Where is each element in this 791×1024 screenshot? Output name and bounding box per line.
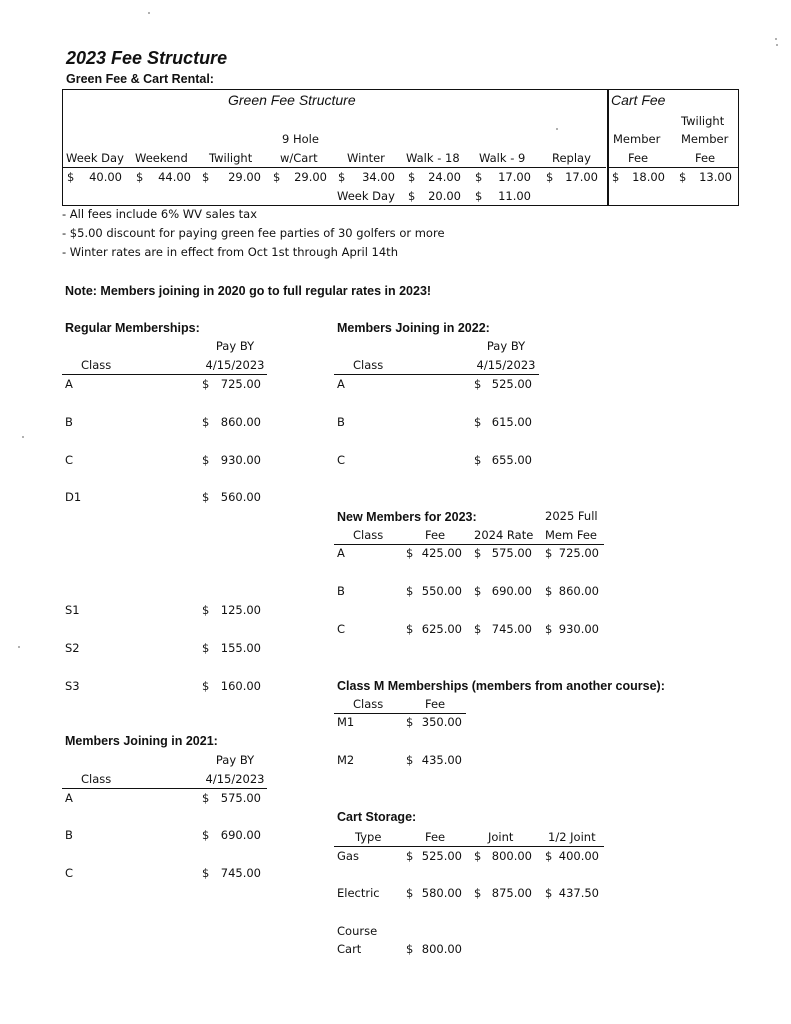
cart-type-label: Electric bbox=[337, 886, 380, 900]
course-cart-fee: 800.00 bbox=[421, 942, 462, 956]
header-weekend: Weekend bbox=[135, 151, 188, 165]
class-label: D1 bbox=[65, 490, 82, 504]
fee-twilight-member-cart: 13.00 bbox=[699, 170, 732, 184]
currency-sign: $ bbox=[406, 546, 414, 560]
currency-sign: $ bbox=[475, 170, 483, 184]
currency-sign: $ bbox=[406, 584, 414, 598]
currency-sign: $ bbox=[273, 170, 281, 184]
currency-sign: $ bbox=[474, 546, 482, 560]
winter-week-day-label: Week Day bbox=[337, 189, 395, 203]
header-underline bbox=[334, 374, 539, 375]
class-m-title: Class M Memberships (members from another course): bbox=[337, 679, 665, 693]
header-underline bbox=[334, 544, 604, 545]
scan-speck bbox=[556, 128, 558, 130]
fee-header: Fee bbox=[425, 528, 446, 542]
joint-header: Joint bbox=[488, 830, 514, 844]
scan-speck bbox=[776, 44, 778, 46]
membership-fee: 160.00 bbox=[220, 679, 261, 693]
cart-storage-title: Cart Storage: bbox=[337, 810, 417, 824]
currency-sign: $ bbox=[474, 886, 482, 900]
half-joint-header: 1/2 Joint bbox=[548, 830, 596, 844]
class-label: S2 bbox=[65, 641, 80, 655]
currency-sign: $ bbox=[545, 546, 553, 560]
cart-storage-joint: 800.00 bbox=[491, 849, 532, 863]
currency-sign: $ bbox=[545, 886, 553, 900]
rate-2024: 690.00 bbox=[491, 584, 532, 598]
currency-sign: $ bbox=[202, 866, 210, 880]
fee-winter: 34.00 bbox=[362, 170, 395, 184]
currency-sign: $ bbox=[408, 189, 416, 203]
currency-sign: $ bbox=[546, 170, 554, 184]
fee-walk-18-week-day: 20.00 bbox=[428, 189, 461, 203]
class-label: S1 bbox=[65, 603, 80, 617]
currency-sign: $ bbox=[408, 170, 416, 184]
section-subtitle: Green Fee & Cart Rental: bbox=[66, 72, 214, 86]
class-label: C bbox=[337, 622, 346, 636]
currency-sign: $ bbox=[406, 622, 414, 636]
header-2025-full: 2025 Full bbox=[545, 509, 598, 523]
class-header: Class bbox=[81, 358, 112, 372]
currency-sign: $ bbox=[406, 942, 414, 956]
header-twilight-member: Fee bbox=[695, 151, 716, 165]
note-line: - Winter rates are in effect from Oct 1st through April 14th bbox=[62, 245, 398, 259]
class-label: A bbox=[337, 546, 345, 560]
cart-storage-half-joint: 437.50 bbox=[558, 886, 599, 900]
membership-fee: 690.00 bbox=[220, 828, 261, 842]
fee-header: Fee bbox=[425, 697, 446, 711]
header-week-day: Week Day bbox=[66, 151, 124, 165]
cart-type-label: Gas bbox=[337, 849, 359, 863]
membership-fee: 725.00 bbox=[220, 377, 261, 391]
header-twilight-member: Member bbox=[681, 132, 729, 146]
currency-sign: $ bbox=[136, 170, 144, 184]
currency-sign: $ bbox=[202, 828, 210, 842]
class-label: B bbox=[337, 415, 345, 429]
currency-sign: $ bbox=[406, 886, 414, 900]
header-member-fee: Fee bbox=[628, 151, 649, 165]
header-underline bbox=[334, 846, 604, 847]
fee-week-day: 40.00 bbox=[89, 170, 122, 184]
currency-sign: $ bbox=[406, 753, 414, 767]
header-walk-9: Walk - 9 bbox=[479, 151, 526, 165]
currency-sign: $ bbox=[545, 584, 553, 598]
header-winter: Winter bbox=[347, 151, 385, 165]
class-label: M1 bbox=[337, 715, 355, 729]
class-label: M2 bbox=[337, 753, 355, 767]
header-replay: Replay bbox=[552, 151, 591, 165]
joined-2022-title: Members Joining in 2022: bbox=[337, 321, 490, 335]
fee-replay: 17.00 bbox=[565, 170, 598, 184]
pay-by-header: 4/15/2023 bbox=[205, 358, 265, 372]
joined-2021-title: Members Joining in 2021: bbox=[65, 734, 218, 748]
divider bbox=[608, 167, 739, 168]
pay-by-header: Pay BY bbox=[486, 339, 526, 353]
currency-sign: $ bbox=[202, 603, 210, 617]
cart-fee-heading: Cart Fee bbox=[611, 92, 666, 108]
membership-fee: 525.00 bbox=[491, 377, 532, 391]
scan-speck bbox=[148, 12, 150, 14]
currency-sign: $ bbox=[202, 490, 210, 504]
class-label: B bbox=[337, 584, 345, 598]
pay-by-header: Pay BY bbox=[215, 339, 255, 353]
currency-sign: $ bbox=[474, 584, 482, 598]
currency-sign: $ bbox=[338, 170, 346, 184]
divider bbox=[608, 90, 609, 205]
page-title: 2023 Fee Structure bbox=[66, 48, 228, 68]
currency-sign: $ bbox=[67, 170, 75, 184]
membership-fee: 575.00 bbox=[220, 791, 261, 805]
new-member-fee: 425.00 bbox=[421, 546, 462, 560]
class-label: A bbox=[65, 377, 73, 391]
pay-by-header: Pay BY bbox=[215, 753, 255, 767]
note-line: - All fees include 6% WV sales tax bbox=[62, 207, 257, 221]
membership-fee: 860.00 bbox=[220, 415, 261, 429]
header-underline bbox=[62, 788, 267, 789]
rate-2024: 745.00 bbox=[491, 622, 532, 636]
cart-storage-fee: 580.00 bbox=[421, 886, 462, 900]
header-underline bbox=[62, 374, 267, 375]
rate-2025: 860.00 bbox=[558, 584, 599, 598]
currency-sign: $ bbox=[202, 641, 210, 655]
class-m-fee: 350.00 bbox=[421, 715, 462, 729]
fee-member-cart: 18.00 bbox=[632, 170, 665, 184]
type-header: Type bbox=[355, 830, 382, 844]
currency-sign: $ bbox=[474, 849, 482, 863]
header-twilight: Twilight bbox=[209, 151, 253, 165]
class-label: A bbox=[65, 791, 73, 805]
fee-twilight: 29.00 bbox=[228, 170, 261, 184]
fee-header: Fee bbox=[425, 830, 446, 844]
class-label: S3 bbox=[65, 679, 80, 693]
regular-memberships-title: Regular Memberships: bbox=[65, 321, 200, 335]
green-fee-heading: Green Fee Structure bbox=[228, 92, 356, 108]
currency-sign: $ bbox=[202, 170, 210, 184]
header-2025-full: Mem Fee bbox=[545, 528, 597, 542]
currency-sign: $ bbox=[474, 622, 482, 636]
class-label: B bbox=[65, 415, 73, 429]
pay-by-header: 4/15/2023 bbox=[476, 358, 536, 372]
course-cart-label: Cart bbox=[337, 942, 362, 956]
course-cart-label: Course bbox=[337, 924, 378, 938]
currency-sign: $ bbox=[202, 679, 210, 693]
class-header: Class bbox=[81, 772, 112, 786]
cart-storage-fee: 525.00 bbox=[421, 849, 462, 863]
rate-2024: 575.00 bbox=[491, 546, 532, 560]
cart-storage-joint: 875.00 bbox=[491, 886, 532, 900]
note-line: - $5.00 discount for paying green fee parties of 30 golfers or more bbox=[62, 226, 445, 240]
currency-sign: $ bbox=[406, 849, 414, 863]
class-m-fee: 435.00 bbox=[421, 753, 462, 767]
membership-fee: 560.00 bbox=[220, 490, 261, 504]
currency-sign: $ bbox=[474, 415, 482, 429]
currency-sign: $ bbox=[545, 849, 553, 863]
class-header: Class bbox=[353, 697, 384, 711]
header-9-hole: w/Cart bbox=[280, 151, 318, 165]
currency-sign: $ bbox=[202, 415, 210, 429]
header-underline bbox=[334, 713, 466, 714]
header-member-fee: Member bbox=[613, 132, 661, 146]
currency-sign: $ bbox=[406, 715, 414, 729]
currency-sign: $ bbox=[202, 377, 210, 391]
header-twilight-member: Twilight bbox=[681, 114, 725, 128]
scan-speck bbox=[775, 38, 777, 40]
membership-fee: 125.00 bbox=[220, 603, 261, 617]
currency-sign: $ bbox=[202, 453, 210, 467]
currency-sign: $ bbox=[202, 791, 210, 805]
class-label: C bbox=[65, 866, 74, 880]
currency-sign: $ bbox=[474, 377, 482, 391]
membership-fee: 155.00 bbox=[220, 641, 261, 655]
rate-2025: 725.00 bbox=[558, 546, 599, 560]
header-walk-18: Walk - 18 bbox=[406, 151, 460, 165]
cart-storage-half-joint: 400.00 bbox=[558, 849, 599, 863]
scan-speck bbox=[22, 436, 24, 438]
fee-walk-18: 24.00 bbox=[428, 170, 461, 184]
class-label: C bbox=[337, 453, 346, 467]
currency-sign: $ bbox=[475, 189, 483, 203]
class-header: Class bbox=[353, 358, 384, 372]
membership-fee: 745.00 bbox=[220, 866, 261, 880]
new-members-2023-title: New Members for 2023: bbox=[337, 510, 477, 524]
class-header: Class bbox=[353, 528, 384, 542]
header-underline bbox=[63, 167, 606, 168]
pay-by-header: 4/15/2023 bbox=[205, 772, 265, 786]
currency-sign: $ bbox=[474, 453, 482, 467]
currency-sign: $ bbox=[545, 622, 553, 636]
header-9-hole: 9 Hole bbox=[282, 132, 319, 146]
membership-fee: 655.00 bbox=[491, 453, 532, 467]
scan-speck bbox=[18, 646, 20, 648]
class-label: B bbox=[65, 828, 73, 842]
membership-fee: 930.00 bbox=[220, 453, 261, 467]
currency-sign: $ bbox=[612, 170, 620, 184]
class-label: A bbox=[337, 377, 345, 391]
membership-fee: 615.00 bbox=[491, 415, 532, 429]
fee-walk-9: 17.00 bbox=[498, 170, 531, 184]
fee-weekend: 44.00 bbox=[158, 170, 191, 184]
fee-9-hole: 29.00 bbox=[294, 170, 327, 184]
rate-2025: 930.00 bbox=[558, 622, 599, 636]
member-note: Note: Members joining in 2020 go to full regular rates in 2023! bbox=[65, 284, 432, 298]
class-label: C bbox=[65, 453, 74, 467]
new-member-fee: 550.00 bbox=[421, 584, 462, 598]
fee-walk-9-week-day: 11.00 bbox=[498, 189, 531, 203]
header-2024-rate: 2024 Rate bbox=[474, 528, 534, 542]
currency-sign: $ bbox=[679, 170, 687, 184]
new-member-fee: 625.00 bbox=[421, 622, 462, 636]
